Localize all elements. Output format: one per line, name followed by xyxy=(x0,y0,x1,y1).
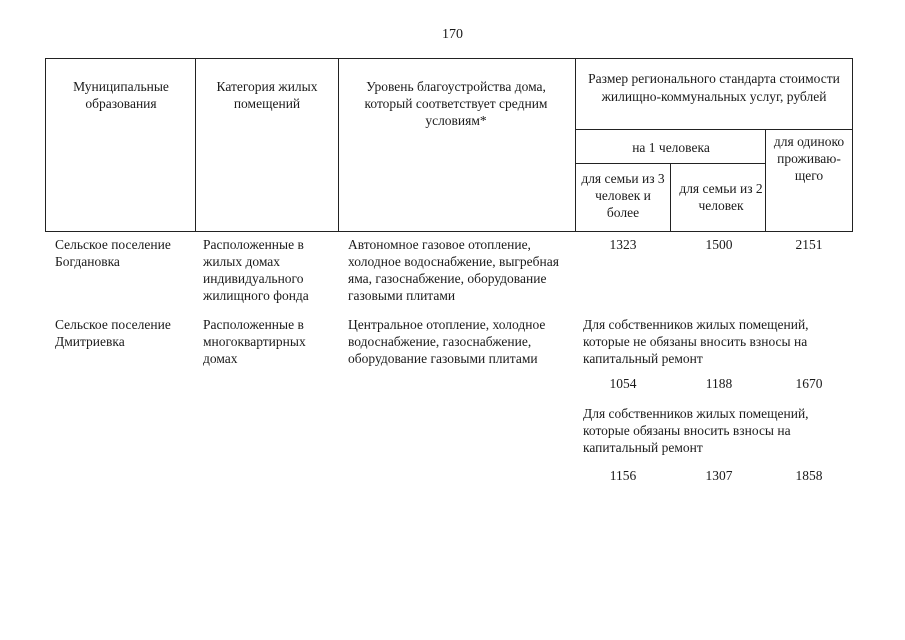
group-note: Для собственников жилых помещений, которые не обязаны вносить взносы на капитальный ремонт xyxy=(583,317,809,366)
header-category: Категория жилых помещений xyxy=(216,79,318,111)
header-standard: Размер регионального стандарта стоимости жилищно-коммунальных услуг, рублей xyxy=(588,71,840,104)
row-municipal: Сельское поселение Дмитриевка xyxy=(55,317,171,349)
value-family-3: 1323 xyxy=(609,237,637,252)
table-right-border xyxy=(852,58,853,232)
page-number: 170 xyxy=(442,27,463,42)
row-category: Расположенные в жилых домах индивидуального жилищного фонда xyxy=(203,237,309,303)
value-single: 1670 xyxy=(795,376,823,391)
value-family-2: 1307 xyxy=(705,468,733,483)
col-divider-4 xyxy=(670,163,671,232)
table-top-border xyxy=(45,58,853,59)
header-municipal: Муниципальные образования xyxy=(73,79,169,111)
value-family-3: 1054 xyxy=(609,376,637,391)
standard-subheader-divider xyxy=(575,129,853,130)
header-family-2: для семьи из 2 человек xyxy=(679,181,763,213)
group-note: Для собственников жилых помещений, которые обязаны вносить взносы на капитальный ремонт xyxy=(583,406,809,455)
table-left-border xyxy=(45,58,46,232)
value-family-3: 1156 xyxy=(609,468,637,483)
row-level: Автономное газовое отопление, холодное водоснабжение, выгребная яма, газоснабжение, оборудование газовыми плитами xyxy=(348,237,559,303)
col-divider-2 xyxy=(338,58,339,232)
value-family-2: 1500 xyxy=(705,237,733,252)
value-single: 2151 xyxy=(795,237,823,252)
col-divider-1 xyxy=(195,58,196,232)
header-single: для одиноко проживаю-щего xyxy=(773,134,845,183)
header-family-3: для семьи из 3 человек и более xyxy=(581,171,665,220)
value-family-2: 1188 xyxy=(705,376,733,391)
table-header-bottom-border xyxy=(45,231,853,232)
value-single: 1858 xyxy=(795,468,823,483)
row-category: Расположенные в многоквартирных домах xyxy=(203,317,306,366)
row-municipal: Сельское поселение Богдановка xyxy=(55,237,171,269)
header-level: Уровень благоустройства дома, который соответствует средним условиям* xyxy=(364,79,548,128)
col-divider-3 xyxy=(575,58,576,232)
row-level: Центральное отопление, холодное водоснабжение, газоснабжение, оборудование газовыми плитами xyxy=(348,317,546,366)
header-per-person: на 1 человека xyxy=(632,140,710,155)
